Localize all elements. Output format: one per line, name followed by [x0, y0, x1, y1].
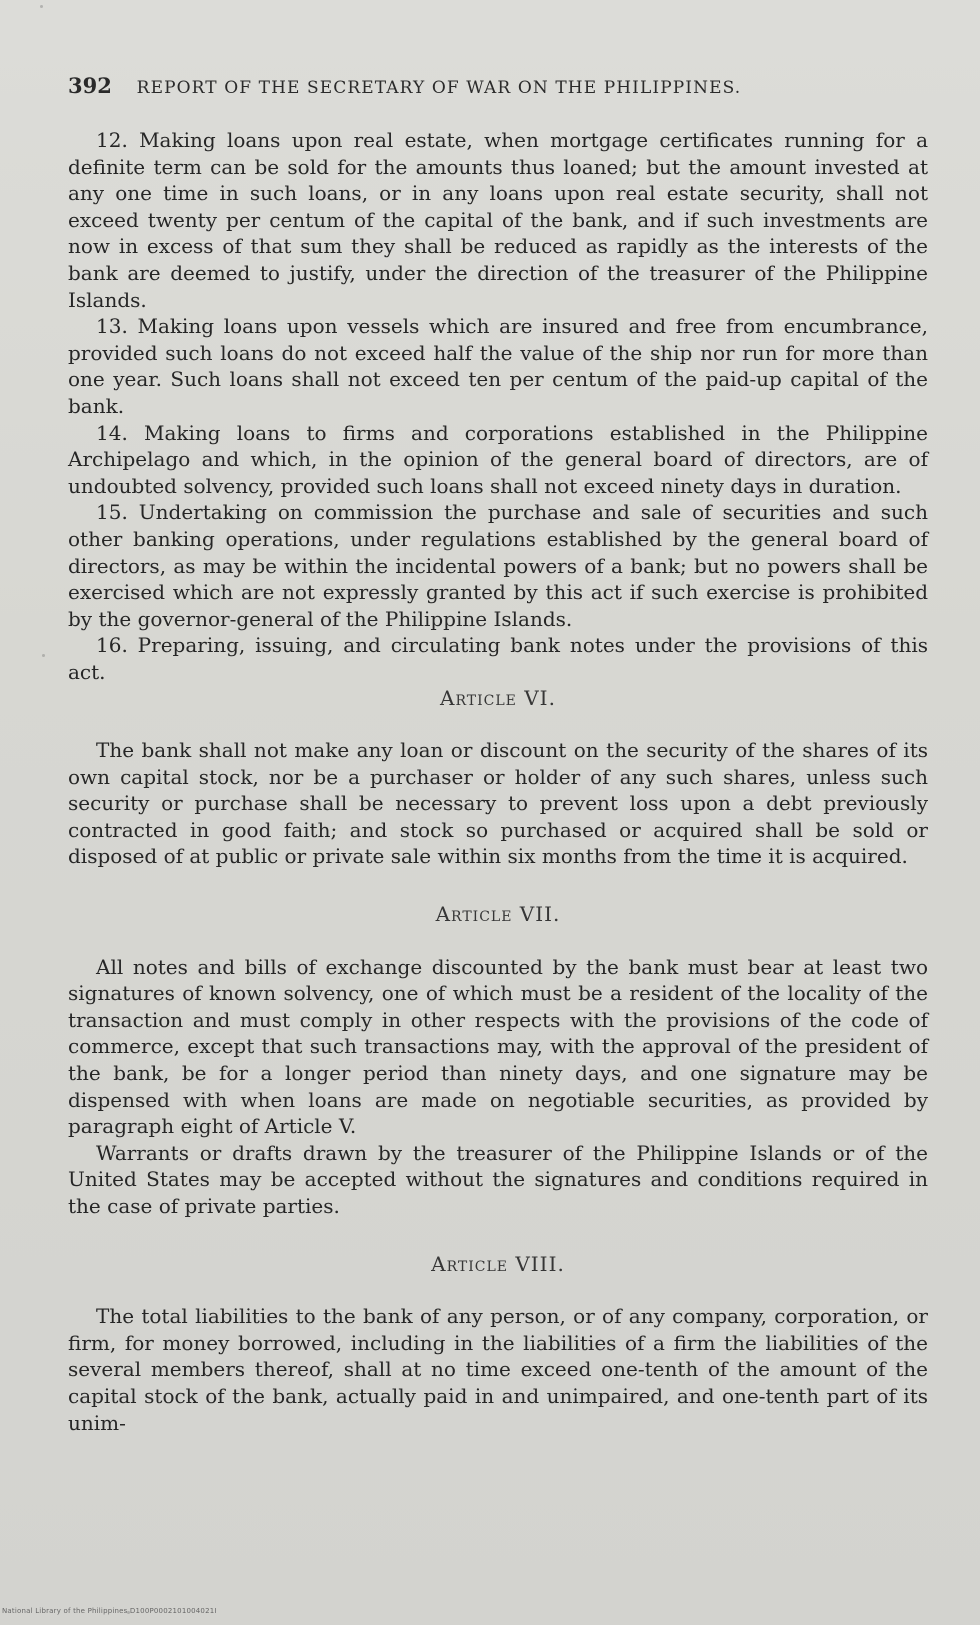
- paragraph-13: 13. Making loans upon vessels which are insured and free from encumbrance, provided such loans do not exceed half the value of the ship nor run for more than one year. Such loans shall not exceed ten per centum of the paid-up capital of the bank.: [68, 314, 928, 418]
- article-vii-text: All notes and bills of exchange discounted by the bank must bear at least two signatures of known solvency, one of which must be a resident of the locality of the transaction and must comply in other respects with the provisions of the code of commerce, except that such transactions may, with the approval of the president of the bank, be for a longer period than ninety days, and one signature may be dispensed with when loans are made on negotiable securities, as provided by paragraph eight of Article V.: [68, 954, 928, 1139]
- scan-speck: [42, 654, 45, 657]
- scan-speck: [40, 5, 43, 8]
- article-vii-title: Article VII.: [435, 902, 561, 927]
- paragraph-16: 16. Preparing, issuing, and circulating bank notes under the provisions of this act.: [68, 633, 928, 684]
- page-number: 392: [68, 73, 112, 98]
- article-viii-text: The total liabilities to the bank of any person, or of any company, corporation, or firm, for money borrowed, including in the liabilities of a firm the liabilities of the several members thereof, shall at no time exceed one-tenth of the amount of the capital stock of the bank, actually paid in and unimpaired, and one-tenth part of its unim-: [68, 1304, 928, 1435]
- article-viii-title: Article VIII.: [431, 1251, 565, 1276]
- article-vii-text-2: Warrants or drafts drawn by the treasurer of the Philippine Islands or of the United States may be accepted without the signatures and conditions required in the case of private parties.: [68, 1140, 928, 1218]
- paragraph-12: 12. Making loans upon real estate, when mortgage certificates running for a definite term can be sold for the amounts thus loaned; but the amount invested at any one time in such loans, or in any loans upon real estate security, shall not exceed twenty per centum of the capital of the bank, and if such investments are now in excess of that sum they shall be reduced as rapidly as the interests of the bank are deemed to justify, under the direction of the treasurer of the Philippine Islands.: [68, 128, 928, 312]
- section-gap: [68, 870, 928, 890]
- paragraph-15: 15. Undertaking on commission the purchase and sale of securities and such other banking operations, under regulations established by the general board of directors, as may be within the incidental powers of a bank; but no powers shall be exercised which are not expressly granted by this act if such exercise is prohibited by the governor-general of the Philippine Islands.: [68, 500, 928, 631]
- footer-mark: National Library of the Philippines D100P0002101004021I: [2, 1607, 217, 1615]
- article-vi-title: Article VI.: [440, 686, 556, 711]
- section-gap: [68, 1220, 928, 1240]
- paragraph-14: 14. Making loans to firms and corporations established in the Philippine Archipelago and which, in the opinion of the general board of directors, are of undoubted solvency, provided such loans shall not exceed ninety days in duration.: [68, 420, 928, 498]
- article-vi-text: The bank shall not make any loan or discount on the security of the shares of its own capital stock, nor be a purchaser or holder of any such shares, unless such security or purchase shall be necessary to prevent loss upon a debt previously contracted in good faith; and stock so purchased or acquired shall be sold or disposed of at public or private sale within six months from the time it is acquired.: [68, 738, 928, 869]
- document-body: [68, 127, 928, 1436]
- running-title: REPORT OF THE SECRETARY OF WAR ON THE PHILIPPINES.: [136, 78, 742, 98]
- page-header: [68, 73, 918, 98]
